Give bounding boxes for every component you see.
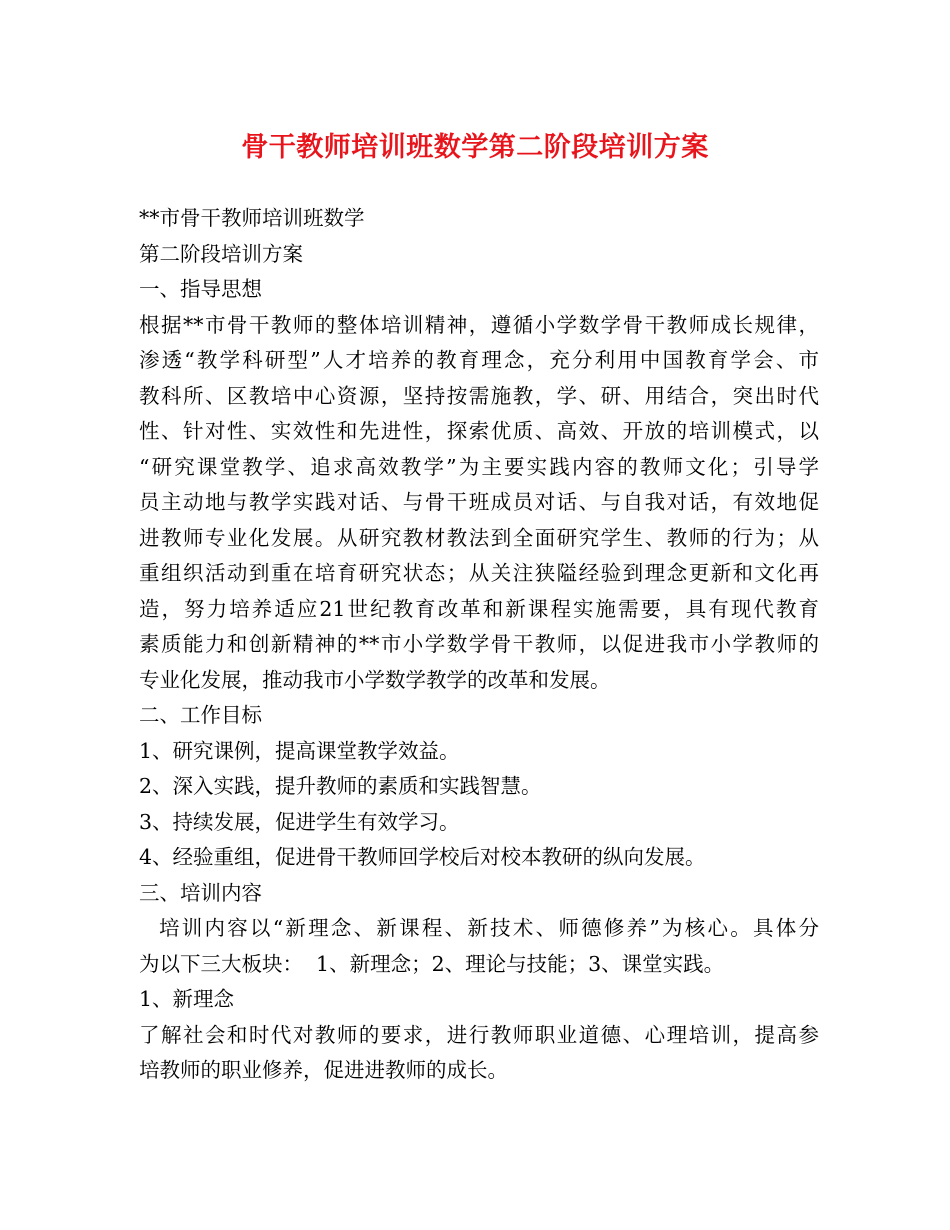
paragraph-line: 重组织活动到重在培育研究状态；从关注狭隘经验到理念更新和文化再 bbox=[139, 561, 819, 585]
list-item: 1、研究课例，提高课堂教学效益。 bbox=[139, 738, 460, 763]
paragraph-line: 为以下三大板块： 1、新理念；2、理论与技能；3、课堂实践。 bbox=[139, 951, 725, 976]
subtitle-line: 第二阶段培训方案 bbox=[139, 241, 303, 266]
paragraph-line: 性、针对性、实效性和先进性，探索优质、高效、开放的培训模式，以 bbox=[139, 419, 819, 443]
paragraph-line: “研究课堂教学、追求高效教学”为主要实践内容的教师文化；引导学 bbox=[139, 454, 819, 479]
paragraph-line: 进教师专业化发展。从研究教材教法到全面研究学生、教师的行为；从 bbox=[139, 525, 819, 550]
paragraph-line: 员主动地与教学实践对话、与骨干班成员对话、与自我对话，有效地促 bbox=[139, 490, 819, 514]
section-heading: 三、培训内容 bbox=[139, 880, 262, 905]
paragraph-line: 根据**市骨干教师的整体培训精神，遵循小学数学骨干教师成长规律， bbox=[139, 312, 819, 337]
section-heading: 一、指导思想 bbox=[139, 277, 262, 301]
paragraph-line: 教科所、区教培中心资源，坚持按需施教，学、研、用结合，突出时代 bbox=[139, 383, 819, 408]
subtitle-line: **市骨干教师培训班数学 bbox=[139, 206, 365, 230]
document-body bbox=[139, 201, 819, 1089]
paragraph-line: 渗透“教学科研型”人才培养的教育理念，充分利用中国教育学会、市 bbox=[139, 348, 819, 372]
subsection-heading: 1、新理念 bbox=[139, 987, 235, 1011]
paragraph-line: 培训内容以“新理念、新课程、新技术、师德修养”为核心。具体分 bbox=[159, 916, 819, 940]
paragraph-line: 培教师的职业修养，促进进教师的成长。 bbox=[139, 1058, 508, 1082]
paragraph-line: 专业化发展，推动我市小学数学教学的改革和发展。 bbox=[139, 667, 611, 692]
list-item: 4、经验重组，促进骨干教师回学校后对校本教研的纵向发展。 bbox=[139, 845, 706, 869]
list-item: 2、深入实践，提升教师的素质和实践智慧。 bbox=[139, 774, 542, 798]
section-heading: 二、工作目标 bbox=[139, 703, 262, 727]
paragraph-line: 了解社会和时代对教师的要求，进行教师职业道德、心理培训，提高参 bbox=[139, 1022, 819, 1047]
document-title: 骨干教师培训班数学第二阶段培训方案 bbox=[241, 132, 709, 163]
paragraph-line: 素质能力和创新精神的**市小学数学骨干教师，以促进我市小学教师的 bbox=[139, 632, 819, 656]
list-item: 3、持续发展，促进学生有效学习。 bbox=[139, 809, 460, 834]
paragraph-line: 造，努力培养适应21世纪教育改革和新课程实施需要，具有现代教育 bbox=[139, 596, 819, 621]
